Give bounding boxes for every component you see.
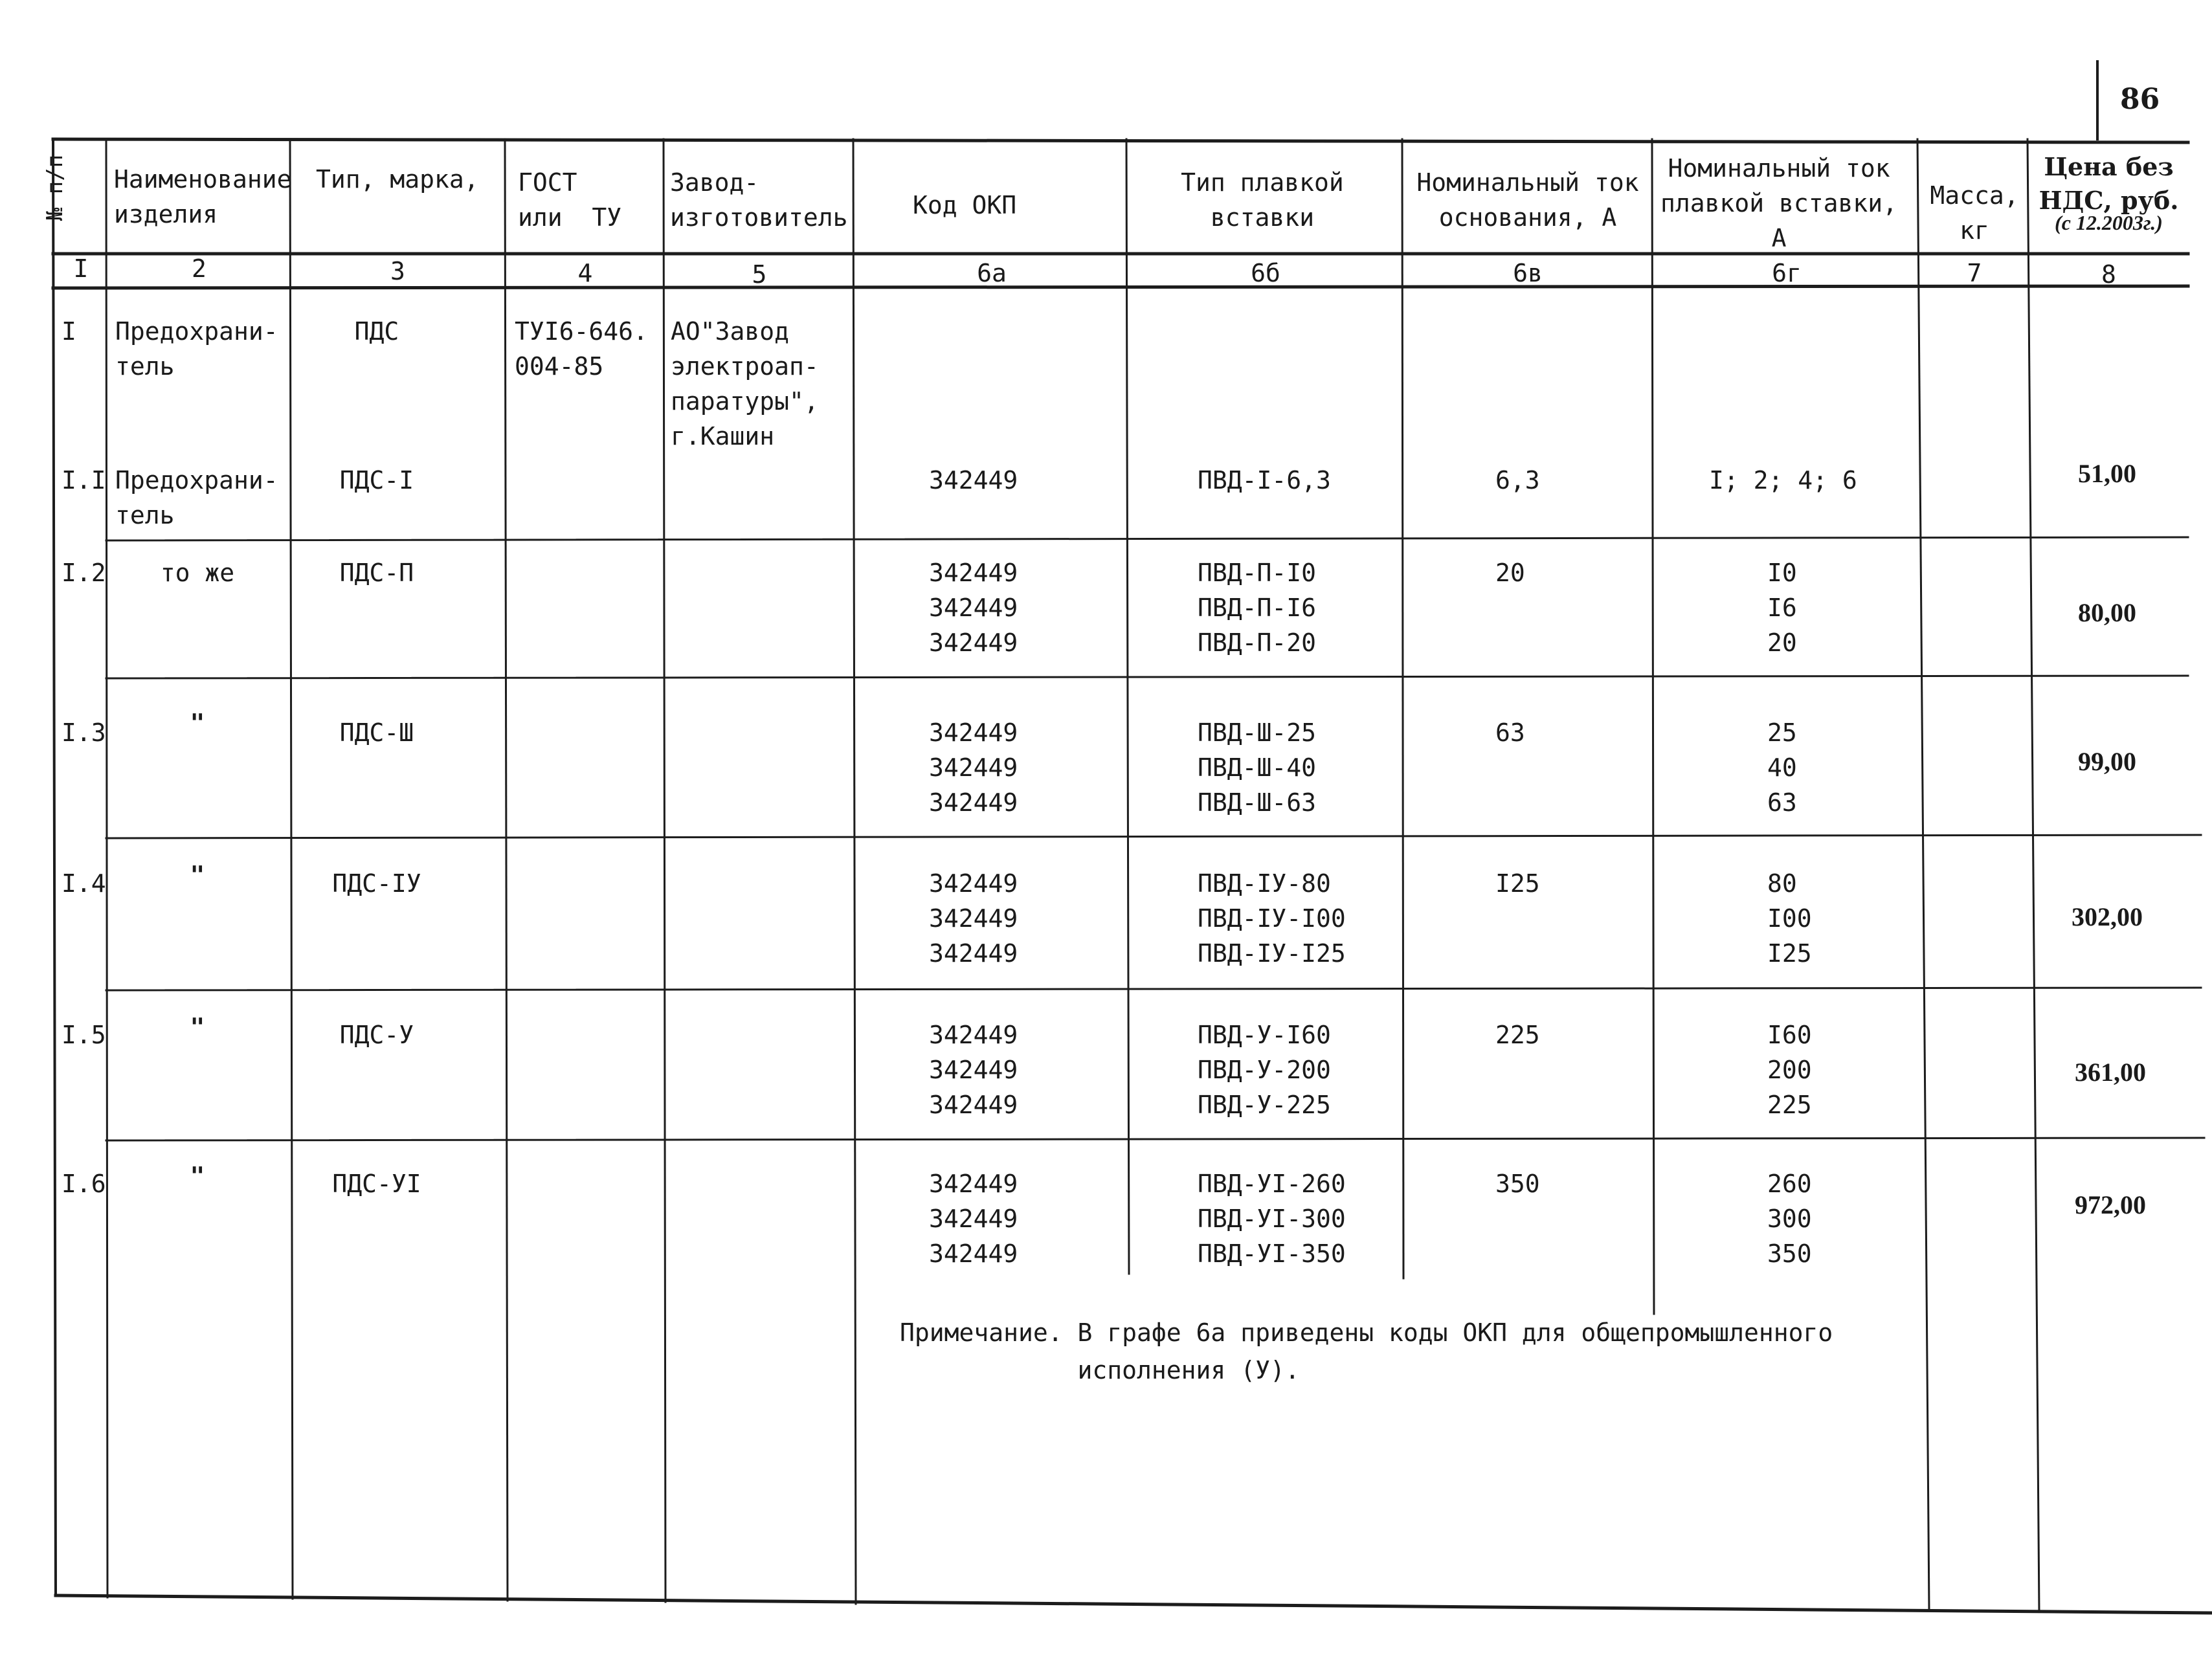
colnum-3: 3: [390, 257, 405, 285]
colnum-6g: 6г: [1772, 259, 1802, 287]
row-4-okp: 342449 342449 342449: [929, 869, 1018, 968]
row-3-fuse-current: 25 40 63: [1767, 718, 1797, 817]
row-4-price: 302,00: [2072, 902, 2143, 931]
header-base-current: Номинальный ток основания, А: [1416, 168, 1639, 232]
row-6-num: I.6: [61, 1170, 106, 1198]
colnum-6v: 6в: [1513, 259, 1543, 287]
colnum-6b: 6б: [1251, 259, 1280, 287]
row-2-type: ПДС-П: [339, 559, 414, 587]
colnum-1: I: [73, 254, 89, 283]
colnum-4: 4: [577, 259, 593, 287]
page-number: 86: [2120, 83, 2160, 116]
row-4-fuse-current: 80 I00 I25: [1767, 869, 1812, 968]
header-fuse-type: Тип плавкой вставки: [1181, 168, 1344, 232]
header-maker: Завод- изготовитель: [670, 168, 848, 232]
colnum-7: 7: [1967, 259, 1982, 287]
colnum-5: 5: [752, 260, 767, 289]
row-5-price: 361,00: [2075, 1058, 2146, 1087]
row-0-type: ПДС: [354, 317, 399, 346]
row-1-okp: 342449: [929, 466, 1018, 494]
row-2-num: I.2: [61, 559, 106, 587]
row-6-base-current: 350: [1495, 1170, 1540, 1198]
table-note: Примечание. В графе 6а приведены коды ОКП для общепромышленного исполнения (У).: [900, 1318, 1833, 1384]
row-5-fuse-current: I60 200 225: [1767, 1021, 1812, 1119]
header-price: Цена без НДС, руб.: [2039, 152, 2179, 215]
row-6-fuse-current: 260 300 350: [1767, 1170, 1812, 1268]
header-mass: Масса, кг: [1930, 181, 2019, 245]
row-2-fuse-type: ПВД-П-I0 ПВД-П-I6 ПВД-П-20: [1198, 559, 1317, 657]
row-6-type: ПДС-УI: [332, 1170, 421, 1198]
row-2-base-current: 20: [1495, 559, 1525, 587]
row-6-fuse-type: ПВД-УI-260 ПВД-УI-300 ПВД-УI-350: [1198, 1170, 1346, 1268]
row-4-type: ПДС-IУ: [332, 869, 421, 898]
row-5-num: I.5: [61, 1021, 106, 1049]
row-4-base-current: I25: [1495, 869, 1540, 898]
colnum-8: 8: [2101, 260, 2116, 289]
row-6-price: 972,00: [2075, 1190, 2146, 1219]
row-2-name: то же: [160, 559, 235, 587]
row-1-type: ПДС-I: [339, 466, 414, 494]
colnum-6a: 6а: [977, 259, 1007, 287]
row-5-okp: 342449 342449 342449: [929, 1021, 1018, 1119]
row-2-fuse-current: I0 I6 20: [1767, 559, 1797, 657]
row-4-fuse-type: ПВД-IУ-80 ПВД-IУ-I00 ПВД-IУ-I25: [1198, 869, 1346, 968]
colnum-2: 2: [192, 254, 207, 283]
row-3-name: ": [190, 709, 205, 737]
header-price-note: (с 12.2003г.): [2055, 211, 2163, 234]
row-1-base-current: 6,3: [1495, 466, 1540, 494]
row-3-base-current: 63: [1495, 718, 1525, 747]
row-0-name: Предохрани- тель: [115, 317, 278, 381]
row-4-name: ": [190, 861, 205, 889]
header-gost: ГОСТ или ТУ: [518, 168, 622, 232]
header-name: Наименование изделия: [114, 165, 292, 228]
row-0-num: I: [61, 317, 76, 346]
header-num: № п/п: [42, 154, 68, 221]
header-fuse-current: Номинальный ток плавкой вставки, А: [1660, 154, 1898, 252]
row-1-name: Предохрани- тель: [115, 466, 278, 529]
row-5-fuse-type: ПВД-У-I60 ПВД-У-200 ПВД-У-225: [1198, 1021, 1331, 1119]
row-3-fuse-type: ПВД-Ш-25 ПВД-Ш-40 ПВД-Ш-63: [1198, 718, 1317, 817]
row-0-gost: ТУI6-646. 004-85: [515, 317, 648, 381]
row-3-type: ПДС-Ш: [339, 718, 414, 747]
row-4-num: I.4: [61, 869, 106, 898]
row-0-maker: АО"Завод электроап- паратуры", г.Кашин: [671, 317, 819, 450]
row-3-num: I.3: [61, 718, 106, 747]
row-6-name: ": [190, 1162, 205, 1190]
row-1-fuse-type: ПВД-I-6,3: [1198, 466, 1331, 494]
row-5-type: ПДС-У: [339, 1021, 414, 1049]
row-1-num: I.I: [61, 466, 106, 494]
row-6-okp: 342449 342449 342449: [929, 1170, 1018, 1268]
row-1-price: 51,00: [2078, 459, 2136, 488]
row-5-name: ": [190, 1013, 205, 1041]
row-2-price: 80,00: [2078, 598, 2136, 627]
row-2-okp: 342449 342449 342449: [929, 559, 1018, 657]
header-type: Тип, марка,: [316, 165, 479, 194]
header-okp: Код ОКП: [913, 191, 1017, 219]
row-5-base-current: 225: [1495, 1021, 1540, 1049]
row-3-price: 99,00: [2078, 747, 2136, 776]
row-1-fuse-current: I; 2; 4; 6: [1709, 466, 1857, 494]
row-3-okp: 342449 342449 342449: [929, 718, 1018, 817]
